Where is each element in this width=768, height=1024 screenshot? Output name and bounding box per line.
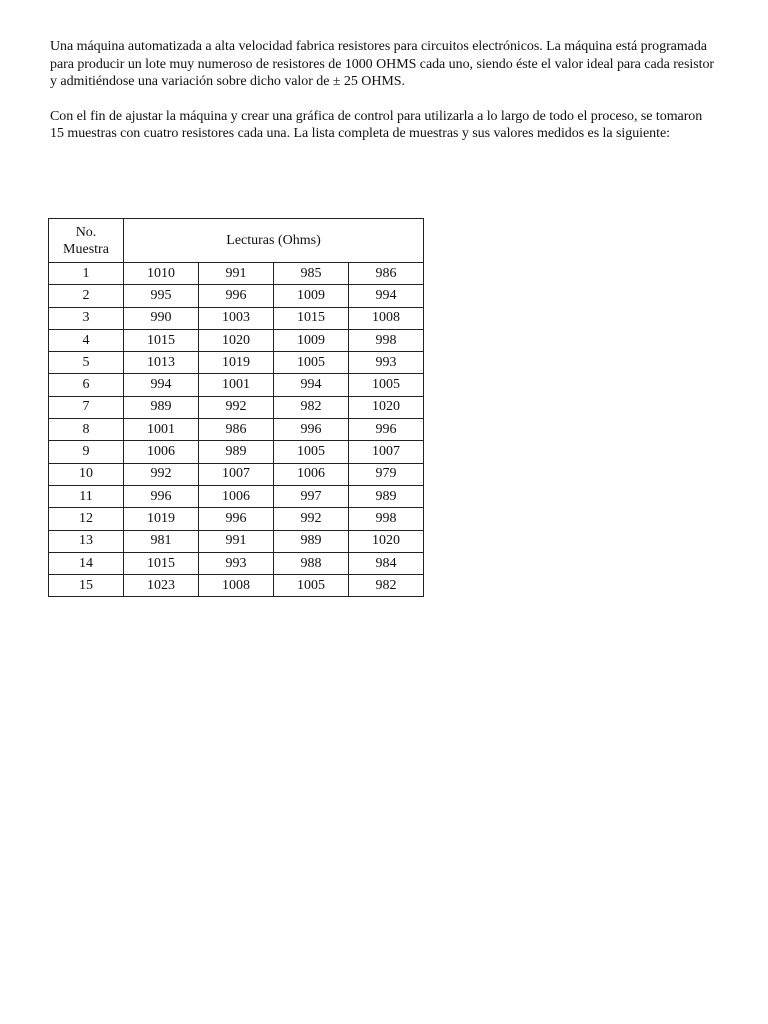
header-readings: Lecturas (Ohms) xyxy=(124,219,424,263)
reading-cell: 993 xyxy=(349,352,424,374)
reading-cell: 992 xyxy=(274,508,349,530)
table-row xyxy=(49,263,424,285)
reading-cell: 1010 xyxy=(124,263,199,285)
reading-cell: 1001 xyxy=(124,419,199,441)
table-row xyxy=(49,285,424,307)
reading-cell: 994 xyxy=(274,374,349,396)
intro-paragraph: Una máquina automatizada a alta velocidad fabrica resistores para circuitos electrónicos. La máquina está programada para producir un lote muy numeroso de resistores de 1000 OHMS cada uno, siendo éste el valor ideal para cada resistor y admitiéndose una variación sobre dicho valor de ± 25 OHMS. xyxy=(50,39,715,89)
sample-number-cell: 6 xyxy=(49,374,124,396)
table-row xyxy=(49,508,424,530)
reading-cell: 998 xyxy=(349,508,424,530)
document-body xyxy=(50,38,718,143)
sample-number-cell: 11 xyxy=(49,485,124,507)
reading-cell: 991 xyxy=(199,530,274,552)
header-sample-line2: Muestra xyxy=(63,241,109,257)
reading-cell: 986 xyxy=(199,419,274,441)
sample-number-cell: 14 xyxy=(49,552,124,574)
reading-cell: 995 xyxy=(124,285,199,307)
reading-cell: 1009 xyxy=(274,285,349,307)
table-row xyxy=(49,463,424,485)
reading-cell: 985 xyxy=(274,263,349,285)
reading-cell: 996 xyxy=(274,419,349,441)
reading-cell: 994 xyxy=(349,285,424,307)
reading-cell: 1020 xyxy=(349,396,424,418)
reading-cell: 989 xyxy=(124,396,199,418)
table-body xyxy=(49,263,424,597)
header-sample-number xyxy=(49,219,124,263)
sample-number-cell: 15 xyxy=(49,575,124,597)
table-header-row xyxy=(49,219,424,263)
sample-number-cell: 1 xyxy=(49,263,124,285)
reading-cell: 1006 xyxy=(199,485,274,507)
reading-cell: 1009 xyxy=(274,329,349,351)
reading-cell: 984 xyxy=(349,552,424,574)
table-row xyxy=(49,530,424,552)
reading-cell: 990 xyxy=(124,307,199,329)
table-row xyxy=(49,329,424,351)
reading-cell: 989 xyxy=(274,530,349,552)
reading-cell: 1005 xyxy=(274,441,349,463)
reading-cell: 996 xyxy=(349,419,424,441)
sample-number-cell: 4 xyxy=(49,329,124,351)
reading-cell: 1008 xyxy=(199,575,274,597)
sample-number-cell: 10 xyxy=(49,463,124,485)
reading-cell: 1015 xyxy=(124,329,199,351)
readings-table-container xyxy=(48,218,424,597)
reading-cell: 1005 xyxy=(349,374,424,396)
reading-cell: 996 xyxy=(124,485,199,507)
reading-cell: 988 xyxy=(274,552,349,574)
table-row xyxy=(49,441,424,463)
table-row xyxy=(49,419,424,441)
reading-cell: 1007 xyxy=(349,441,424,463)
table-row xyxy=(49,552,424,574)
sample-number-cell: 7 xyxy=(49,396,124,418)
reading-cell: 1023 xyxy=(124,575,199,597)
procedure-paragraph: Con el fin de ajustar la máquina y crear una gráfica de control para utilizarla a lo largo de todo el proceso, se tomaron 15 muestras con cuatro resistores cada una. La lista completa de muestras y sus valores medidos es la siguiente: xyxy=(50,108,703,141)
reading-cell: 982 xyxy=(274,396,349,418)
reading-cell: 982 xyxy=(349,575,424,597)
sample-number-cell: 8 xyxy=(49,419,124,441)
reading-cell: 992 xyxy=(124,463,199,485)
reading-cell: 1015 xyxy=(274,307,349,329)
reading-cell: 997 xyxy=(274,485,349,507)
reading-cell: 1005 xyxy=(274,575,349,597)
reading-cell: 1006 xyxy=(274,463,349,485)
reading-cell: 1008 xyxy=(349,307,424,329)
reading-cell: 986 xyxy=(349,263,424,285)
reading-cell: 1003 xyxy=(199,307,274,329)
sample-number-cell: 9 xyxy=(49,441,124,463)
reading-cell: 994 xyxy=(124,374,199,396)
sample-number-cell: 2 xyxy=(49,285,124,307)
sample-number-cell: 13 xyxy=(49,530,124,552)
table-row xyxy=(49,396,424,418)
reading-cell: 991 xyxy=(199,263,274,285)
reading-cell: 1015 xyxy=(124,552,199,574)
table-row xyxy=(49,352,424,374)
sample-number-cell: 3 xyxy=(49,307,124,329)
reading-cell: 981 xyxy=(124,530,199,552)
reading-cell: 998 xyxy=(349,329,424,351)
table-row xyxy=(49,575,424,597)
reading-cell: 989 xyxy=(349,485,424,507)
reading-cell: 996 xyxy=(199,285,274,307)
sample-number-cell: 5 xyxy=(49,352,124,374)
reading-cell: 993 xyxy=(199,552,274,574)
header-sample-line1: No. xyxy=(75,224,97,240)
reading-cell: 1001 xyxy=(199,374,274,396)
reading-cell: 1019 xyxy=(124,508,199,530)
reading-cell: 1007 xyxy=(199,463,274,485)
reading-cell: 1019 xyxy=(199,352,274,374)
reading-cell: 979 xyxy=(349,463,424,485)
reading-cell: 989 xyxy=(199,441,274,463)
reading-cell: 1013 xyxy=(124,352,199,374)
reading-cell: 992 xyxy=(199,396,274,418)
reading-cell: 1020 xyxy=(349,530,424,552)
sample-number-cell: 12 xyxy=(49,508,124,530)
reading-cell: 1005 xyxy=(274,352,349,374)
readings-table xyxy=(48,218,424,597)
table-row xyxy=(49,307,424,329)
reading-cell: 1006 xyxy=(124,441,199,463)
reading-cell: 996 xyxy=(199,508,274,530)
table-row xyxy=(49,374,424,396)
table-row xyxy=(49,485,424,507)
reading-cell: 1020 xyxy=(199,329,274,351)
